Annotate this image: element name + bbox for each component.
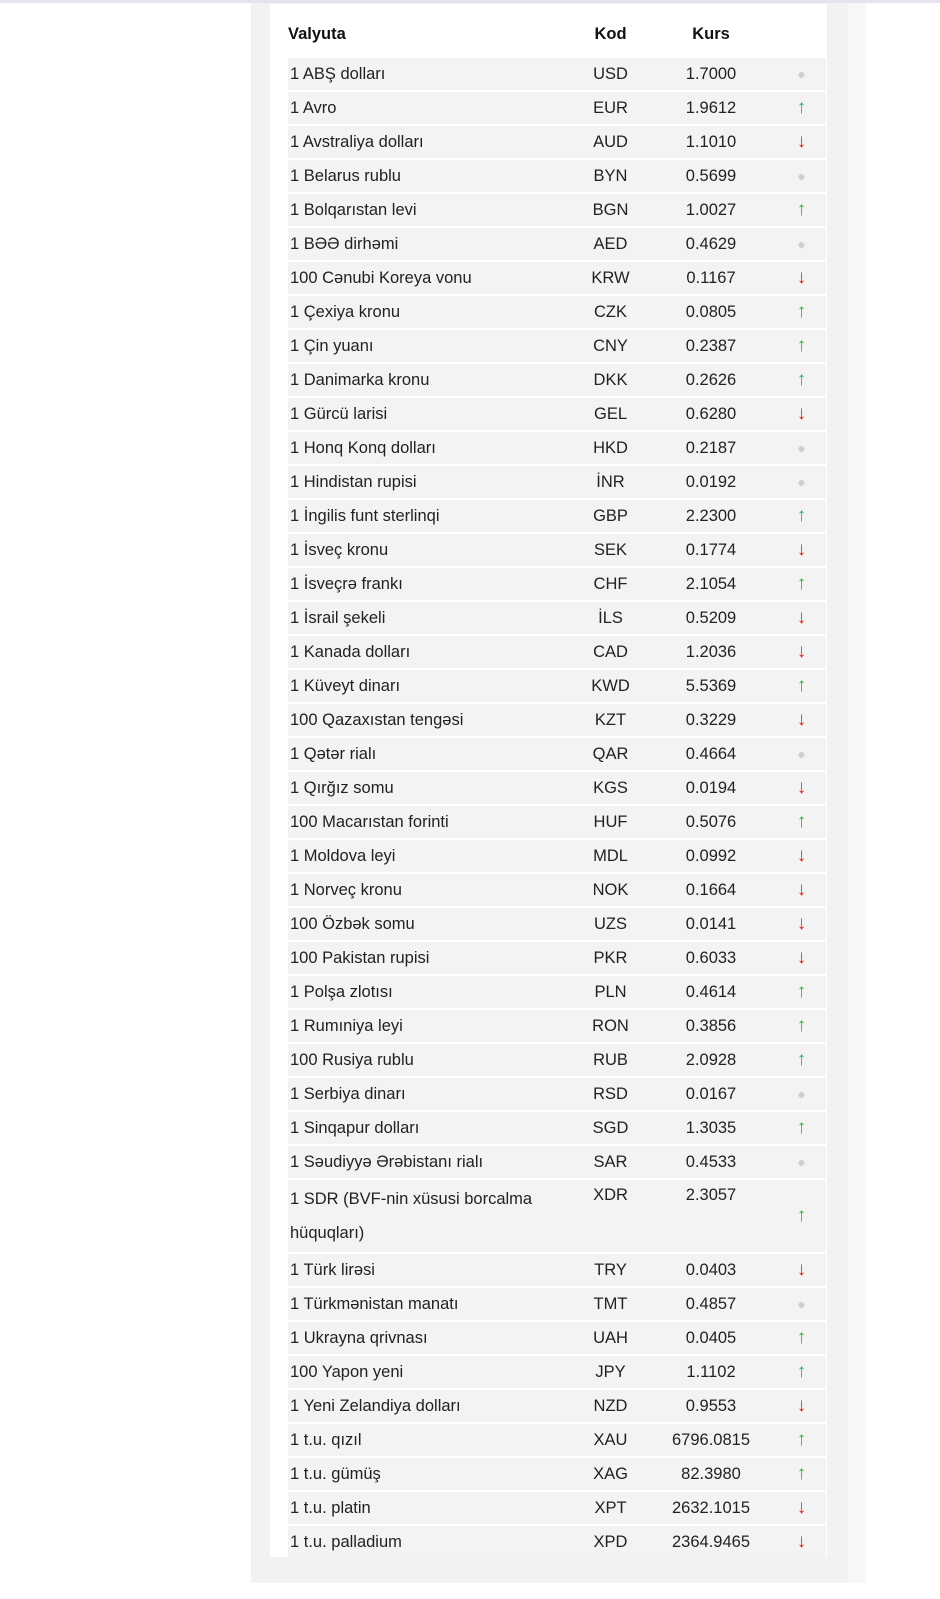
arrow-down-icon: ↓ <box>796 607 807 628</box>
exchange-rate: 2.0928 <box>645 1044 777 1076</box>
exchange-rate: 0.0405 <box>645 1322 777 1354</box>
table-row <box>288 92 826 124</box>
exchange-rate: 0.6280 <box>645 398 777 430</box>
exchange-rate: 0.4629 <box>645 228 777 260</box>
table-row <box>288 1390 826 1422</box>
arrow-down-icon: ↓ <box>796 641 807 662</box>
table-row <box>288 296 826 328</box>
currency-code: XPT <box>576 1492 645 1524</box>
currency-name: 1 Səudiyyə Ərəbistanı rialı <box>288 1146 576 1178</box>
table-row <box>288 1288 826 1320</box>
table-row <box>288 1180 826 1252</box>
dot-icon: ● <box>797 474 806 490</box>
currency-code: PLN <box>576 976 645 1008</box>
trend-cell <box>777 772 826 804</box>
trend-cell <box>777 1254 826 1286</box>
currency-code: KWD <box>576 670 645 702</box>
currency-name: 1 Çexiya kronu <box>288 296 576 328</box>
table-row <box>288 228 826 260</box>
dot-icon: ● <box>797 168 806 184</box>
currency-code: SGD <box>576 1112 645 1144</box>
exchange-rate: 1.0027 <box>645 194 777 226</box>
exchange-rate: 0.1664 <box>645 874 777 906</box>
arrow-down-icon: ↓ <box>796 267 807 288</box>
arrow-up-icon: ↑ <box>796 505 807 526</box>
dot-icon: ● <box>797 1086 806 1102</box>
table-body <box>288 58 826 1558</box>
table-row <box>288 1010 826 1042</box>
currency-name: 1 İngilis funt sterlinqi <box>288 500 576 532</box>
currency-name: 1 t.u. gümüş <box>288 1458 576 1490</box>
arrow-up-icon: ↑ <box>796 981 807 1002</box>
exchange-rate: 0.2187 <box>645 432 777 464</box>
trend-cell <box>777 1044 826 1076</box>
exchange-rate: 0.1774 <box>645 534 777 566</box>
currency-name: 1 t.u. qızıl <box>288 1424 576 1456</box>
currency-name: 1 İsrail şekeli <box>288 602 576 634</box>
currency-name: 1 Qətər rialı <box>288 738 576 770</box>
exchange-rate: 0.3229 <box>645 704 777 736</box>
currency-code: HKD <box>576 432 645 464</box>
table-row <box>288 806 826 838</box>
trend-cell <box>777 1112 826 1144</box>
currency-name: 1 Avstraliya dolları <box>288 126 576 158</box>
arrow-down-icon: ↓ <box>796 1497 807 1518</box>
trend-cell <box>777 262 826 294</box>
trend-cell <box>777 908 826 940</box>
exchange-rate: 0.6033 <box>645 942 777 974</box>
arrow-down-icon: ↓ <box>796 539 807 560</box>
exchange-rate: 0.0167 <box>645 1078 777 1110</box>
currency-name: 1 Çin yuanı <box>288 330 576 362</box>
currency-name: 1 Norveç kronu <box>288 874 576 906</box>
currency-code: UAH <box>576 1322 645 1354</box>
currency-code: SEK <box>576 534 645 566</box>
trend-cell <box>777 364 826 396</box>
trend-cell <box>777 194 826 226</box>
currency-code: DKK <box>576 364 645 396</box>
trend-cell <box>777 840 826 872</box>
exchange-rate: 0.0141 <box>645 908 777 940</box>
trend-cell <box>777 1078 826 1110</box>
exchange-rate: 0.0992 <box>645 840 777 872</box>
arrow-down-icon: ↓ <box>796 709 807 730</box>
currency-code: CZK <box>576 296 645 328</box>
table-row <box>288 1492 826 1524</box>
currency-name: 1 Yeni Zelandiya dolları <box>288 1390 576 1422</box>
trend-cell <box>777 1356 826 1388</box>
currency-name: 1 BƏƏ dirhəmi <box>288 228 576 260</box>
trend-cell <box>777 568 826 600</box>
dot-icon: ● <box>797 66 806 82</box>
currency-name-line: 1 SDR (BVF-nin xüsusi borcalma <box>290 1190 533 1208</box>
exchange-rate: 1.2036 <box>645 636 777 668</box>
currency-name: 1 Polşa zlotısı <box>288 976 576 1008</box>
table-row <box>288 636 826 668</box>
exchange-rate: 0.4533 <box>645 1146 777 1178</box>
trend-cell <box>777 330 826 362</box>
currency-code: CHF <box>576 568 645 600</box>
trend-cell <box>777 534 826 566</box>
table-row <box>288 534 826 566</box>
currency-code: KZT <box>576 704 645 736</box>
table-row <box>288 398 826 430</box>
exchange-rate: 0.1167 <box>645 262 777 294</box>
exchange-rate: 1.7000 <box>645 58 777 90</box>
table-row <box>288 942 826 974</box>
arrow-up-icon: ↑ <box>796 1361 807 1382</box>
currency-name: 1 Türkmənistan manatı <box>288 1288 576 1320</box>
dot-icon: ● <box>797 746 806 762</box>
currency-code: CNY <box>576 330 645 362</box>
exchange-rate: 1.9612 <box>645 92 777 124</box>
dot-icon: ● <box>797 440 806 456</box>
exchange-rate: 0.4614 <box>645 976 777 1008</box>
arrow-up-icon: ↑ <box>796 369 807 390</box>
trend-cell <box>777 160 826 192</box>
trend-cell <box>777 432 826 464</box>
table-row <box>288 194 826 226</box>
currency-code: İLS <box>576 602 645 634</box>
currency-name: 100 Özbək somu <box>288 908 576 940</box>
currency-code: UZS <box>576 908 645 940</box>
table-row <box>288 738 826 770</box>
arrow-down-icon: ↓ <box>796 131 807 152</box>
currency-name: 1 Honq Konq dolları <box>288 432 576 464</box>
currency-name: 1 t.u. platin <box>288 1492 576 1524</box>
table-row <box>288 1526 826 1558</box>
trend-cell <box>777 58 826 90</box>
arrow-up-icon: ↑ <box>796 301 807 322</box>
exchange-rate: 0.2626 <box>645 364 777 396</box>
dot-icon: ● <box>797 1154 806 1170</box>
trend-cell <box>777 704 826 736</box>
exchange-rate: 2.2300 <box>645 500 777 532</box>
arrow-down-icon: ↓ <box>796 913 807 934</box>
currency-name: 1 Sinqapur dolları <box>288 1112 576 1144</box>
exchange-rate: 0.3856 <box>645 1010 777 1042</box>
trend-cell <box>777 1526 826 1558</box>
exchange-rate: 0.4664 <box>645 738 777 770</box>
exchange-rate: 82.3980 <box>645 1458 777 1490</box>
trend-cell <box>777 738 826 770</box>
trend-cell <box>777 1288 826 1320</box>
currency-code: USD <box>576 58 645 90</box>
exchange-rate: 0.0192 <box>645 466 777 498</box>
arrow-up-icon: ↑ <box>796 1117 807 1138</box>
trend-cell <box>777 636 826 668</box>
currency-name: 1 Belarus rublu <box>288 160 576 192</box>
arrow-up-icon: ↑ <box>796 675 807 696</box>
table-row <box>288 976 826 1008</box>
dot-icon: ● <box>797 236 806 252</box>
currency-name-line: hüquqları) <box>290 1224 365 1242</box>
exchange-rate: 0.0403 <box>645 1254 777 1286</box>
trend-cell <box>777 92 826 124</box>
arrow-up-icon: ↑ <box>796 1049 807 1070</box>
arrow-down-icon: ↓ <box>796 1259 807 1280</box>
trend-cell <box>777 126 826 158</box>
exchange-rate: 0.5076 <box>645 806 777 838</box>
table-row <box>288 1254 826 1286</box>
exchange-rate: 1.3035 <box>645 1112 777 1144</box>
header-currency: Valyuta <box>288 24 346 43</box>
currency-name: 100 Yapon yeni <box>288 1356 576 1388</box>
table-row <box>288 1322 826 1354</box>
trend-cell <box>777 1010 826 1042</box>
currency-code: TRY <box>576 1254 645 1286</box>
table-row <box>288 1044 826 1076</box>
currency-code: PKR <box>576 942 645 974</box>
table-row <box>288 908 826 940</box>
arrow-down-icon: ↓ <box>796 1395 807 1416</box>
currency-code: GEL <box>576 398 645 430</box>
trend-cell <box>777 1424 826 1456</box>
currency-code: SAR <box>576 1146 645 1178</box>
currency-name: 100 Cənubi Koreya vonu <box>288 262 576 294</box>
currency-code: RUB <box>576 1044 645 1076</box>
trend-cell <box>777 670 826 702</box>
exchange-rate: 2364.9465 <box>645 1526 777 1558</box>
currency-code: AUD <box>576 126 645 158</box>
currency-name: 100 Macarıstan forinti <box>288 806 576 838</box>
exchange-rate: 5.5369 <box>645 670 777 702</box>
arrow-up-icon: ↑ <box>796 97 807 118</box>
arrow-down-icon: ↓ <box>796 947 807 968</box>
arrow-up-icon: ↑ <box>796 1463 807 1484</box>
exchange-rate: 2.3057 <box>645 1180 777 1252</box>
trend-cell <box>777 806 826 838</box>
currency-name: 1 İsveçrə frankı <box>288 568 576 600</box>
table-row <box>288 602 826 634</box>
trend-cell <box>777 466 826 498</box>
exchange-rate: 1.1102 <box>645 1356 777 1388</box>
currency-name: 1 Türk lirəsi <box>288 1254 576 1286</box>
arrow-down-icon: ↓ <box>796 845 807 866</box>
currency-code: QAR <box>576 738 645 770</box>
arrow-up-icon: ↑ <box>796 199 807 220</box>
header-trend <box>777 12 826 56</box>
currency-name: 1 Danimarka kronu <box>288 364 576 396</box>
currency-code: JPY <box>576 1356 645 1388</box>
exchange-rate: 6796.0815 <box>645 1424 777 1456</box>
currency-name: 1 Gürcü larisi <box>288 398 576 430</box>
exchange-rate: 0.4857 <box>645 1288 777 1320</box>
exchange-rate: 0.0805 <box>645 296 777 328</box>
exchange-rate: 1.1010 <box>645 126 777 158</box>
trend-cell <box>777 874 826 906</box>
trend-cell <box>777 942 826 974</box>
currency-name: 1 t.u. palladium <box>288 1526 576 1558</box>
currency-name: 1 ABŞ dolları <box>288 58 576 90</box>
header-code: Kod <box>594 24 627 43</box>
arrow-up-icon: ↑ <box>796 573 807 594</box>
table-row <box>288 1458 826 1490</box>
currency-name: 1 Avro <box>288 92 576 124</box>
currency-code: KRW <box>576 262 645 294</box>
currency-code: HUF <box>576 806 645 838</box>
table-row <box>288 840 826 872</box>
arrow-down-icon: ↓ <box>796 1531 807 1552</box>
table-row <box>288 1112 826 1144</box>
currency-code: İNR <box>576 466 645 498</box>
table-row <box>288 330 826 362</box>
dot-icon: ● <box>797 1296 806 1312</box>
exchange-rate: 0.9553 <box>645 1390 777 1422</box>
trend-cell <box>777 1492 826 1524</box>
arrow-down-icon: ↓ <box>796 777 807 798</box>
table-row <box>288 704 826 736</box>
table-header-row <box>288 12 826 56</box>
exchange-rate: 0.5699 <box>645 160 777 192</box>
trend-cell <box>777 296 826 328</box>
table-row <box>288 1146 826 1178</box>
currency-name: 1 Hindistan rupisi <box>288 466 576 498</box>
arrow-up-icon: ↑ <box>796 811 807 832</box>
currency-code: CAD <box>576 636 645 668</box>
table-row <box>288 1078 826 1110</box>
currency-rates-table <box>288 10 826 1560</box>
trend-cell <box>777 1180 826 1252</box>
table-row <box>288 1356 826 1388</box>
table-row <box>288 160 826 192</box>
currency-code: XAU <box>576 1424 645 1456</box>
table-row <box>288 874 826 906</box>
header-rate: Kurs <box>692 24 730 43</box>
currency-code: NOK <box>576 874 645 906</box>
table-row <box>288 670 826 702</box>
currency-name: 100 Pakistan rupisi <box>288 942 576 974</box>
table-row <box>288 126 826 158</box>
table-row <box>288 772 826 804</box>
trend-cell <box>777 1146 826 1178</box>
exchange-rate: 2.1054 <box>645 568 777 600</box>
arrow-down-icon: ↓ <box>796 879 807 900</box>
table-row <box>288 1424 826 1456</box>
currency-name: 1 Kanada dolları <box>288 636 576 668</box>
arrow-down-icon: ↓ <box>796 403 807 424</box>
table-row <box>288 262 826 294</box>
table-row <box>288 432 826 464</box>
arrow-up-icon: ↑ <box>796 335 807 356</box>
currency-name: 100 Qazaxıstan tengəsi <box>288 704 576 736</box>
currency-code: BYN <box>576 160 645 192</box>
exchange-rate: 2632.1015 <box>645 1492 777 1524</box>
currency-code: NZD <box>576 1390 645 1422</box>
trend-cell <box>777 500 826 532</box>
currency-code: RSD <box>576 1078 645 1110</box>
currency-code: XDR <box>576 1180 645 1252</box>
currency-name: 1 Rumıniya leyi <box>288 1010 576 1042</box>
trend-cell <box>777 976 826 1008</box>
currency-code: GBP <box>576 500 645 532</box>
arrow-up-icon: ↑ <box>796 1327 807 1348</box>
currency-name: 1 Moldova leyi <box>288 840 576 872</box>
currency-code: XAG <box>576 1458 645 1490</box>
exchange-rate: 0.5209 <box>645 602 777 634</box>
currency-name: 1 Küveyt dinarı <box>288 670 576 702</box>
currency-name: 1 Bolqarıstan levi <box>288 194 576 226</box>
trend-cell <box>777 398 826 430</box>
table-row <box>288 500 826 532</box>
currency-code: RON <box>576 1010 645 1042</box>
currency-code: XPD <box>576 1526 645 1558</box>
trend-cell <box>777 228 826 260</box>
trend-cell <box>777 1390 826 1422</box>
side-strip <box>848 3 866 1583</box>
table-row <box>288 568 826 600</box>
currency-name: 1 Serbiya dinarı <box>288 1078 576 1110</box>
arrow-up-icon: ↑ <box>796 1429 807 1450</box>
currency-code: AED <box>576 228 645 260</box>
currency-name: 100 Rusiya rublu <box>288 1044 576 1076</box>
exchange-rate: 0.0194 <box>645 772 777 804</box>
currency-name <box>288 1180 576 1252</box>
currency-code: MDL <box>576 840 645 872</box>
currency-code: KGS <box>576 772 645 804</box>
currency-name: 1 İsveç kronu <box>288 534 576 566</box>
arrow-up-icon: ↑ <box>796 1205 807 1226</box>
currency-code: BGN <box>576 194 645 226</box>
trend-cell <box>777 602 826 634</box>
table-row <box>288 466 826 498</box>
arrow-up-icon: ↑ <box>796 1015 807 1036</box>
exchange-rate: 0.2387 <box>645 330 777 362</box>
currency-code: EUR <box>576 92 645 124</box>
currency-name: 1 Qırğız somu <box>288 772 576 804</box>
table-row <box>288 58 826 90</box>
trend-cell <box>777 1322 826 1354</box>
trend-cell <box>777 1458 826 1490</box>
currency-name: 1 Ukrayna qrivnası <box>288 1322 576 1354</box>
table-row <box>288 364 826 396</box>
currency-code: TMT <box>576 1288 645 1320</box>
